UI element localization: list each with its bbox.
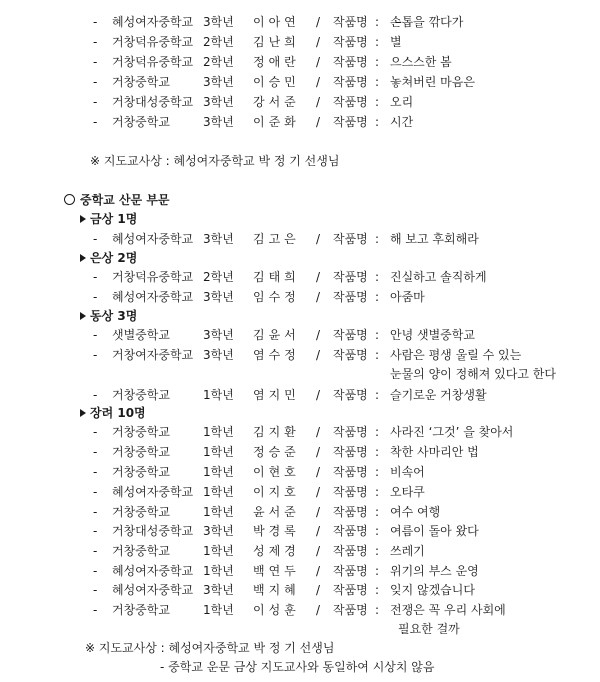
work-title-continued: 필요한 걸까: [398, 622, 460, 636]
award-heading: 금상 1명: [90, 212, 138, 226]
student-name: 윤서준: [253, 505, 300, 519]
title-label: 작품명: [333, 75, 368, 89]
student-name: 이준화: [253, 115, 300, 129]
work-title: 시간: [390, 115, 414, 129]
list-item: - 거창중학교 3학년 이준화 / 작품명 : 시간: [0, 112, 600, 132]
title-label: 작품명: [333, 290, 368, 304]
grade: 2학년: [203, 270, 234, 284]
grade: 3학년: [203, 290, 234, 304]
school-name: 거창중학교: [112, 115, 170, 129]
mentor-award: [0, 638, 600, 658]
grade: 3학년: [203, 524, 234, 538]
school-name: 혜성여자중학교: [112, 564, 194, 578]
school-name: 거창중학교: [112, 603, 170, 617]
work-title: 여수 여행: [390, 505, 441, 519]
work-title: 전쟁은 꼭 우리 사회에: [390, 603, 506, 617]
circle-icon: [64, 194, 75, 205]
title-label: 작품명: [333, 583, 368, 597]
school-name: 혜성여자중학교: [112, 290, 194, 304]
grade: 1학년: [203, 388, 234, 402]
award-heading: 동상 3명: [90, 309, 138, 323]
work-title: 슬기로운 거창생활: [390, 388, 487, 402]
work-title: 진실하고 솔직하게: [390, 270, 487, 284]
list-item: - 거창여자중학교 3학년 염수정 / 작품명 : 사람은 평생 울릴 수 있는: [0, 345, 600, 365]
triangle-bullet-icon: [80, 312, 86, 320]
school-name: 거창덕유중학교: [112, 270, 194, 284]
school-name: 혜성여자중학교: [112, 15, 194, 29]
school-name: 거창중학교: [112, 388, 170, 402]
dash: -: [93, 15, 98, 29]
list-item: - 거창덕유중학교 2학년 김난희 / 작품명 : 별: [0, 32, 600, 52]
student-name: 정애란: [253, 55, 300, 69]
work-title: 해 보고 후회해라: [390, 232, 479, 246]
list-item: - 거창중학교 1학년 이현호 / 작품명 : 비속어: [0, 462, 600, 482]
list-item: - 혜성여자중학교 3학년 이아연 / 작품명 : 손톱을 깎다가: [0, 12, 600, 32]
student-name: 염수정: [253, 348, 300, 362]
title-label: 작품명: [333, 465, 368, 479]
title-label: 작품명: [333, 564, 368, 578]
school-name: 거창덕유중학교: [112, 55, 194, 69]
student-name: 김태희: [253, 270, 300, 284]
school-name: 거창중학교: [112, 505, 170, 519]
work-title: 오타쿠: [390, 485, 425, 499]
section-heading: [0, 190, 600, 210]
grade: 3학년: [203, 15, 234, 29]
student-name: 김지환: [253, 425, 300, 439]
work-title: 아줌마: [390, 290, 425, 304]
title-label: 작품명: [333, 55, 368, 69]
grade: 1학년: [203, 544, 234, 558]
title-label: 작품명: [333, 505, 368, 519]
award-heading-gold: [0, 209, 600, 229]
work-title-continued: 눈물의 양이 정해져 있다고 한다: [390, 367, 556, 381]
mentor-award: [0, 151, 600, 171]
grade: 1학년: [203, 603, 234, 617]
school-name: 거창덕유중학교: [112, 35, 194, 49]
list-item: - 거창대성중학교 3학년 강서준 / 작품명 : 오리: [0, 92, 600, 112]
title-label: 작품명: [333, 485, 368, 499]
award-heading-silver: [0, 248, 600, 268]
grade: 3학년: [203, 583, 234, 597]
work-title: 으스스한 봄: [390, 55, 452, 69]
school-name: 거창중학교: [112, 465, 170, 479]
student-name: 강서준: [253, 95, 300, 109]
work-title: 위기의 부스 운영: [390, 564, 479, 578]
title-label: 작품명: [333, 348, 368, 362]
student-name: 염지민: [253, 388, 300, 402]
title-label: 작품명: [333, 115, 368, 129]
list-item: - 거창대성중학교 3학년 박경록 / 작품명 : 여름이 돌아 왔다: [0, 521, 600, 541]
title-label: 작품명: [333, 35, 368, 49]
title-label: 작품명: [333, 425, 368, 439]
student-name: 이승민: [253, 75, 300, 89]
school-name: 거창중학교: [112, 544, 170, 558]
student-name: 임수정: [253, 290, 300, 304]
list-item: - 거창중학교 1학년 정승준 / 작품명 : 착한 사마리안 법: [0, 442, 600, 462]
work-title: 쓰레기: [390, 544, 425, 558]
title-label: 작품명: [333, 232, 368, 246]
school-name: 혜성여자중학교: [112, 232, 194, 246]
footnote: [0, 657, 600, 677]
school-name: 샛별중학교: [112, 328, 170, 342]
work-title: 안녕 샛별중학교: [390, 328, 475, 342]
list-item: - 거창중학교 3학년 이승민 / 작품명 : 놓쳐버린 마음은: [0, 72, 600, 92]
work-title: 잊지 않겠습니다: [390, 583, 475, 597]
student-name: 박경록: [253, 524, 300, 538]
school-name: 거창여자중학교: [112, 348, 194, 362]
list-item: - 혜성여자중학교 1학년 이지호 / 작품명 : 오타쿠: [0, 482, 600, 502]
grade: 2학년: [203, 35, 234, 49]
award-heading: 장려 10명: [90, 406, 146, 420]
grade: 2학년: [203, 55, 234, 69]
student-name: 이성훈: [253, 603, 300, 617]
work-title: 오리: [390, 95, 414, 109]
title-label: 작품명: [333, 15, 368, 29]
list-item: - 거창중학교 1학년 김지환 / 작품명 : 사라진 ‘그것’ 을 찾아서: [0, 422, 600, 442]
grade: 1학년: [203, 505, 234, 519]
student-name: 백지혜: [253, 583, 300, 597]
list-item: - 거창덕유중학교 2학년 김태희 / 작품명 : 진실하고 솔직하게: [0, 267, 600, 287]
list-item: - 샛별중학교 3학년 김윤서 / 작품명 : 안녕 샛별중학교: [0, 325, 600, 345]
student-name: 이아연: [253, 15, 300, 29]
school-name: 혜성여자중학교: [112, 583, 194, 597]
mentor-award-text: ※ 지도교사상 : 혜성여자중학교 박 정 기 선생님: [85, 641, 335, 655]
list-item: - 혜성여자중학교 1학년 백연두 / 작품명 : 위기의 부스 운영: [0, 561, 600, 581]
list-item: - 혜성여자중학교 3학년 김고은 / 작품명 : 해 보고 후회해라: [0, 229, 600, 249]
work-title: 놓쳐버린 마음은: [390, 75, 475, 89]
school-name: 거창중학교: [112, 75, 170, 89]
section-title: 중학교 산문 부문: [80, 193, 170, 207]
title-label: 작품명: [333, 544, 368, 558]
grade: 3학년: [203, 95, 234, 109]
school-name: 거창대성중학교: [112, 95, 194, 109]
list-item: - 거창중학교 1학년 윤서준 / 작품명 : 여수 여행: [0, 502, 600, 522]
student-name: 성제경: [253, 544, 300, 558]
grade: 3학년: [203, 328, 234, 342]
work-title: 별: [390, 35, 402, 49]
title-label: 작품명: [333, 388, 368, 402]
school-name: 거창중학교: [112, 425, 170, 439]
student-name: 김난희: [253, 35, 300, 49]
student-name: 이지호: [253, 485, 300, 499]
title-label: 작품명: [333, 603, 368, 617]
grade: 3학년: [203, 75, 234, 89]
grade: 1학년: [203, 564, 234, 578]
list-item: - 거창중학교 1학년 염지민 / 작품명 : 슬기로운 거창생활: [0, 385, 600, 405]
title-label: 작품명: [333, 524, 368, 538]
award-heading-encouragement: [0, 403, 600, 423]
work-title: 착한 사마리안 법: [390, 445, 479, 459]
list-item: - 혜성여자중학교 3학년 임수정 / 작품명 : 아줌마: [0, 287, 600, 307]
grade: 1학년: [203, 425, 234, 439]
award-heading-bronze: [0, 306, 600, 326]
work-title: 손톱을 깎다가: [390, 15, 464, 29]
school-name: 거창중학교: [112, 445, 170, 459]
triangle-bullet-icon: [80, 215, 86, 223]
grade: 3학년: [203, 232, 234, 246]
student-name: 김윤서: [253, 328, 300, 342]
list-item: - 거창덕유중학교 2학년 정애란 / 작품명 : 으스스한 봄: [0, 52, 600, 72]
title-label: 작품명: [333, 328, 368, 342]
student-name: 백연두: [253, 564, 300, 578]
title-label: 작품명: [333, 95, 368, 109]
award-heading: 은상 2명: [90, 251, 138, 265]
grade: 1학년: [203, 465, 234, 479]
list-item: - 거창중학교 1학년 이성훈 / 작품명 : 전쟁은 꼭 우리 사회에: [0, 600, 600, 620]
student-name: 정승준: [253, 445, 300, 459]
list-item-continuation: [0, 619, 600, 639]
list-item: - 거창중학교 1학년 성제경 / 작품명 : 쓰레기: [0, 541, 600, 561]
school-name: 혜성여자중학교: [112, 485, 194, 499]
grade: 3학년: [203, 348, 234, 362]
list-item: - 혜성여자중학교 3학년 백지혜 / 작품명 : 잊지 않겠습니다: [0, 580, 600, 600]
grade: 1학년: [203, 445, 234, 459]
work-title: 사람은 평생 울릴 수 있는: [390, 348, 522, 362]
school-name: 거창대성중학교: [112, 524, 194, 538]
work-title: 여름이 돌아 왔다: [390, 524, 479, 538]
grade: 3학년: [203, 115, 234, 129]
title-label: 작품명: [333, 270, 368, 284]
mentor-award-text: ※ 지도교사상 : 혜성여자중학교 박 정 기 선생님: [90, 154, 340, 168]
triangle-bullet-icon: [80, 254, 86, 262]
footnote-text: - 중학교 운문 금상 지도교사와 동일하여 시상치 않음: [160, 660, 435, 674]
title-label: 작품명: [333, 445, 368, 459]
work-title: 비속어: [390, 465, 425, 479]
work-title: 사라진 ‘그것’ 을 찾아서: [390, 425, 514, 439]
list-item-continuation: [0, 364, 600, 384]
separator: /: [316, 15, 321, 29]
grade: 1학년: [203, 485, 234, 499]
triangle-bullet-icon: [80, 409, 86, 417]
student-name: 이현호: [253, 465, 300, 479]
student-name: 김고은: [253, 232, 300, 246]
